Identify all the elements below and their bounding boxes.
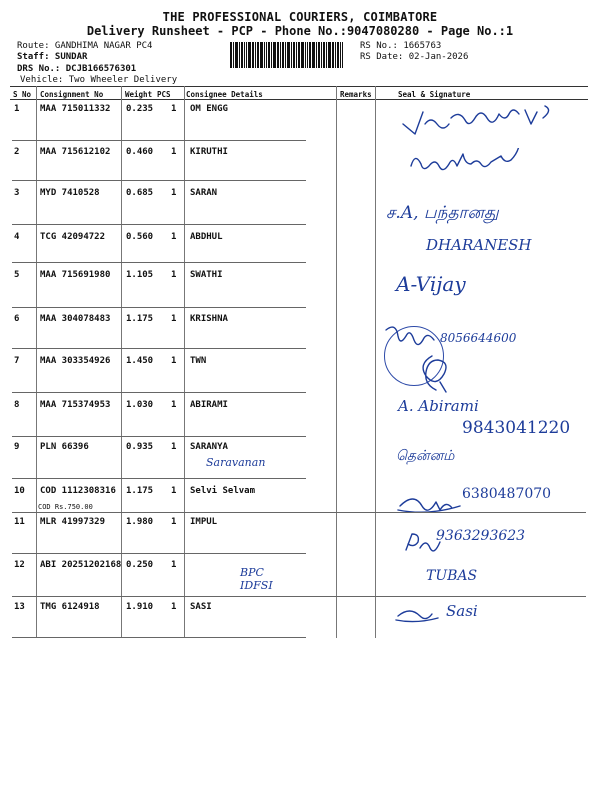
row13-weight: 1.910 — [126, 602, 154, 612]
row6-consignee: KRISHNA — [190, 314, 228, 324]
row9-sno: 9 — [14, 442, 20, 452]
handwriting-row8-phone: 9843041220 — [462, 418, 571, 438]
rule-5 — [375, 86, 376, 638]
row3-weight: 0.685 — [126, 188, 154, 198]
row2-line — [12, 180, 306, 181]
rs-date: RS Date: 02-Jan-2026 — [360, 52, 469, 62]
signature-row6 — [380, 322, 440, 352]
row11-weight: 1.980 — [126, 517, 154, 527]
handwriting-row4: DHARANESH — [426, 236, 532, 254]
row9-pcs: 1 — [171, 442, 177, 452]
handwriting-row6: 8056644600 — [440, 331, 517, 345]
handwriting-row9-name: Saravanan — [206, 456, 266, 469]
row4-consignment: TCG 42094722 — [40, 232, 106, 242]
row11-consignee: IMPUL — [190, 517, 218, 527]
rule-2 — [121, 86, 122, 638]
row3-consignee: SARAN — [190, 188, 218, 198]
row1-line — [12, 140, 306, 141]
row10-consignee: Selvi Selvam — [190, 486, 256, 496]
row9-weight: 0.935 — [126, 442, 154, 452]
row2-consignment: MAA 715612102 — [40, 147, 111, 157]
col-sno: S No — [13, 90, 32, 99]
col-weight: Weight — [125, 90, 153, 99]
row2-pcs: 1 — [171, 147, 177, 157]
row7-consignee: TWN — [190, 356, 207, 366]
row3-consignment: MYD 7410528 — [40, 188, 100, 198]
row9-consignee: SARANYA — [190, 442, 228, 452]
row5-pcs: 1 — [171, 270, 177, 280]
row2-weight: 0.460 — [126, 147, 154, 157]
drs-number: DRS No.: DCJB166576301 — [17, 64, 137, 74]
rule-1 — [36, 86, 37, 638]
row13-sno: 13 — [14, 602, 25, 612]
row5-sno: 5 — [14, 270, 20, 280]
row10-pcs: 1 — [171, 486, 177, 496]
runsheet-title: Delivery Runsheet - PCP - Phone No.:9047080280 - Page No.:1 — [86, 24, 514, 38]
handwriting-row11: 9363293623 — [436, 528, 526, 544]
row3-sno: 3 — [14, 188, 20, 198]
handwriting-row11b: TUBAS — [426, 568, 478, 584]
row8-weight: 1.030 — [126, 400, 154, 410]
route: Route: GANDHIMA NAGAR PC4 — [17, 41, 153, 51]
row9-consignment: PLN 66396 — [40, 442, 89, 452]
row13-pcs: 1 — [171, 602, 177, 612]
row7-consignment: MAA 303354926 — [40, 356, 111, 366]
row4-consignee: ABDHUL — [190, 232, 223, 242]
handwriting-row5: A-Vijay — [396, 272, 466, 296]
rs-number: RS No.: 1665763 — [360, 41, 442, 51]
handwriting-row13: Sasi — [446, 602, 478, 620]
col-remarks: Remarks — [340, 90, 372, 99]
row10-consignment: COD 1112308316 — [40, 486, 116, 496]
row6-consignment: MAA 304078483 — [40, 314, 111, 324]
handwriting-row3: ச.A, பந்தானது — [386, 203, 499, 223]
row4-line — [12, 262, 306, 263]
row4-pcs: 1 — [171, 232, 177, 242]
row11-sno: 11 — [14, 517, 25, 527]
row10-weight: 1.175 — [126, 486, 154, 496]
row5-weight: 1.105 — [126, 270, 154, 280]
row12-consignment: ABI 20251202168 — [40, 560, 122, 570]
row13-consignment: TMG 6124918 — [40, 602, 100, 612]
col-seal: Seal & Signature — [398, 90, 471, 99]
row11-pcs: 1 — [171, 517, 177, 527]
row12-sno: 12 — [14, 560, 25, 570]
company-name: THE PROFESSIONAL COURIERS, COIMBATORE — [162, 10, 438, 24]
row4-weight: 0.560 — [126, 232, 154, 242]
row11-line — [12, 553, 306, 554]
row6-weight: 1.175 — [126, 314, 154, 324]
row5-consignee: SWATHI — [190, 270, 223, 280]
row8-sno: 8 — [14, 400, 20, 410]
row12-weight: 0.250 — [126, 560, 154, 570]
rule-4 — [336, 86, 337, 638]
row1-sno: 1 — [14, 104, 20, 114]
staff: Staff: SUNDAR — [17, 52, 88, 62]
signature-row13 — [394, 604, 444, 628]
signature-row1 — [395, 100, 565, 140]
row8-consignee: ABIRAMI — [190, 400, 228, 410]
row1-consignment: MAA 715011332 — [40, 104, 111, 114]
row11-consignment: MLR 41997329 — [40, 517, 106, 527]
handwriting-row12: BPC IDFSI — [240, 566, 273, 592]
row10-line — [12, 512, 586, 513]
col-consignment: Consignment No — [40, 90, 104, 99]
row6-line — [12, 348, 306, 349]
row8-consignment: MAA 715374953 — [40, 400, 111, 410]
header-divider-top — [10, 86, 588, 87]
row9-line — [12, 478, 306, 479]
barcode — [230, 42, 354, 68]
row13-consignee: SASI — [190, 602, 212, 612]
row10-sno: 10 — [14, 486, 25, 496]
row13-line — [12, 637, 306, 638]
row5-consignment: MAA 715691980 — [40, 270, 111, 280]
col-consignee: Consignee Details — [186, 90, 263, 99]
row7-weight: 1.450 — [126, 356, 154, 366]
row6-pcs: 1 — [171, 314, 177, 324]
row8-line — [12, 436, 306, 437]
signature-row10 — [396, 488, 466, 518]
row12-line — [12, 596, 586, 597]
handwriting-row10: 6380487070 — [462, 486, 552, 502]
col-pcs: PCS — [157, 90, 171, 99]
row1-consignee: OM ENGG — [190, 104, 228, 114]
row2-consignee: KIRUTHI — [190, 147, 228, 157]
row6-sno: 6 — [14, 314, 20, 324]
signature-row2 — [405, 148, 525, 178]
row8-pcs: 1 — [171, 400, 177, 410]
vehicle: Vehicle: Two Wheeler Delivery — [20, 75, 178, 85]
handwriting-row8: A. Abirami — [398, 397, 479, 415]
row10-cod-amount: COD Rs.750.00 — [38, 503, 93, 511]
row2-sno: 2 — [14, 147, 20, 157]
row3-pcs: 1 — [171, 188, 177, 198]
row5-line — [12, 307, 306, 308]
row12-pcs: 1 — [171, 560, 177, 570]
row1-weight: 0.235 — [126, 104, 154, 114]
row4-sno: 4 — [14, 232, 20, 242]
row7-sno: 7 — [14, 356, 20, 366]
row1-pcs: 1 — [171, 104, 177, 114]
row3-line — [12, 224, 306, 225]
rule-3 — [184, 86, 185, 638]
signature-row7 — [410, 352, 460, 396]
row7-pcs: 1 — [171, 356, 177, 366]
row7-line — [12, 392, 306, 393]
handwriting-row9: தென்னம் — [396, 448, 455, 464]
